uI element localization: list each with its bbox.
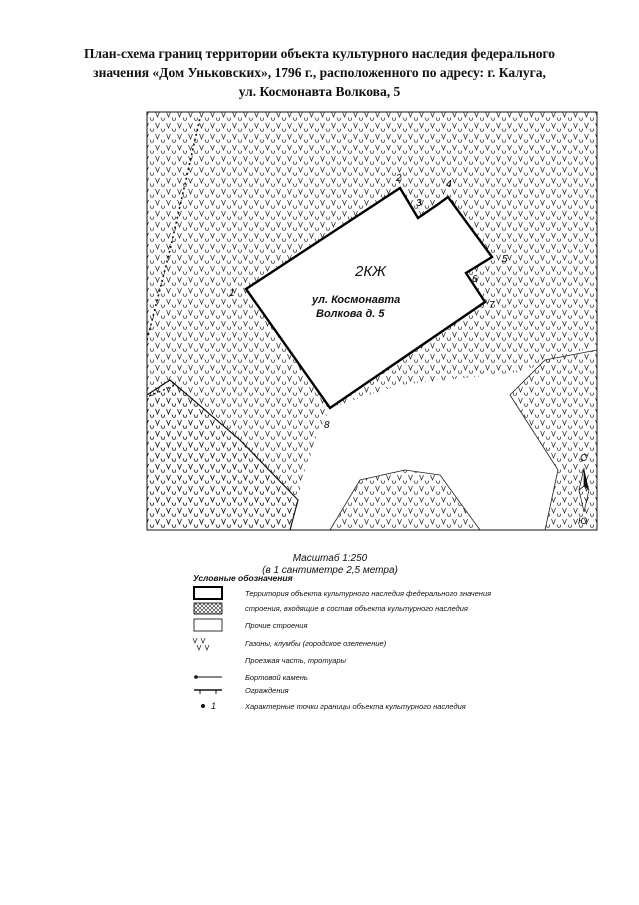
legend-item [193,654,513,670]
title-line-1: План-схема границ территории объекта культурного наследия федерального [83,46,556,61]
legend-title: Условные обозначения [193,573,293,583]
boundary-point-label: 1 [229,288,235,299]
scale-ratio: Масштаб 1:250 [292,553,368,564]
building-code: 2КЖ [355,263,386,280]
scale-description: (в 1 сантиметре 2,5 метра) [262,565,398,576]
legend-item-text: Территория объекта культурного наследия федерального значения [245,589,492,598]
boundary-point-label: 2 [396,173,402,184]
legend-item-text: строения, входящие в состав объекта культурного наследия [245,604,468,613]
title-line-2: значения «Дом Уньковских», 1796 г., расположенного по адресу: г. Калуга, [93,65,546,80]
boundary-point-label: 7 [489,300,495,311]
legend-item-text: Прочие строения [245,621,308,630]
lawn-area-bottom [330,470,480,530]
legend-item [193,619,513,635]
compass-north: С [580,453,588,464]
title-line-3: ул. Космонавта Волкова, 5 [238,84,401,99]
boundary-point-label: 6 [472,274,478,285]
legend-item-text: Газоны, клумбы (городское озеленение) [245,639,387,648]
legend-item [193,602,513,618]
boundary-point-label: 4 [446,179,452,190]
legend-item-text: Ограждения [245,686,289,695]
legend-item-text: Характерные точки границы объекта культурного наследия [245,702,466,711]
compass-south: Ю [578,516,588,526]
legend-point-sample: 1 [211,701,217,711]
legend-item-text: Бортовой камень [245,673,308,682]
legend-item [193,700,513,716]
building-address-line-1: ул. Космонавта [312,294,401,306]
legend-item [193,637,513,653]
legend-item [193,587,513,603]
building-address-line-2: Волкова д. 5 [316,308,385,320]
boundary-point-label: 5 [502,254,508,265]
boundary-point-label: 3 [416,198,422,209]
boundary-point-label: 8 [324,420,330,431]
legend-item [193,684,513,700]
legend-item-text: Проезжая часть, тротуары [245,656,347,665]
